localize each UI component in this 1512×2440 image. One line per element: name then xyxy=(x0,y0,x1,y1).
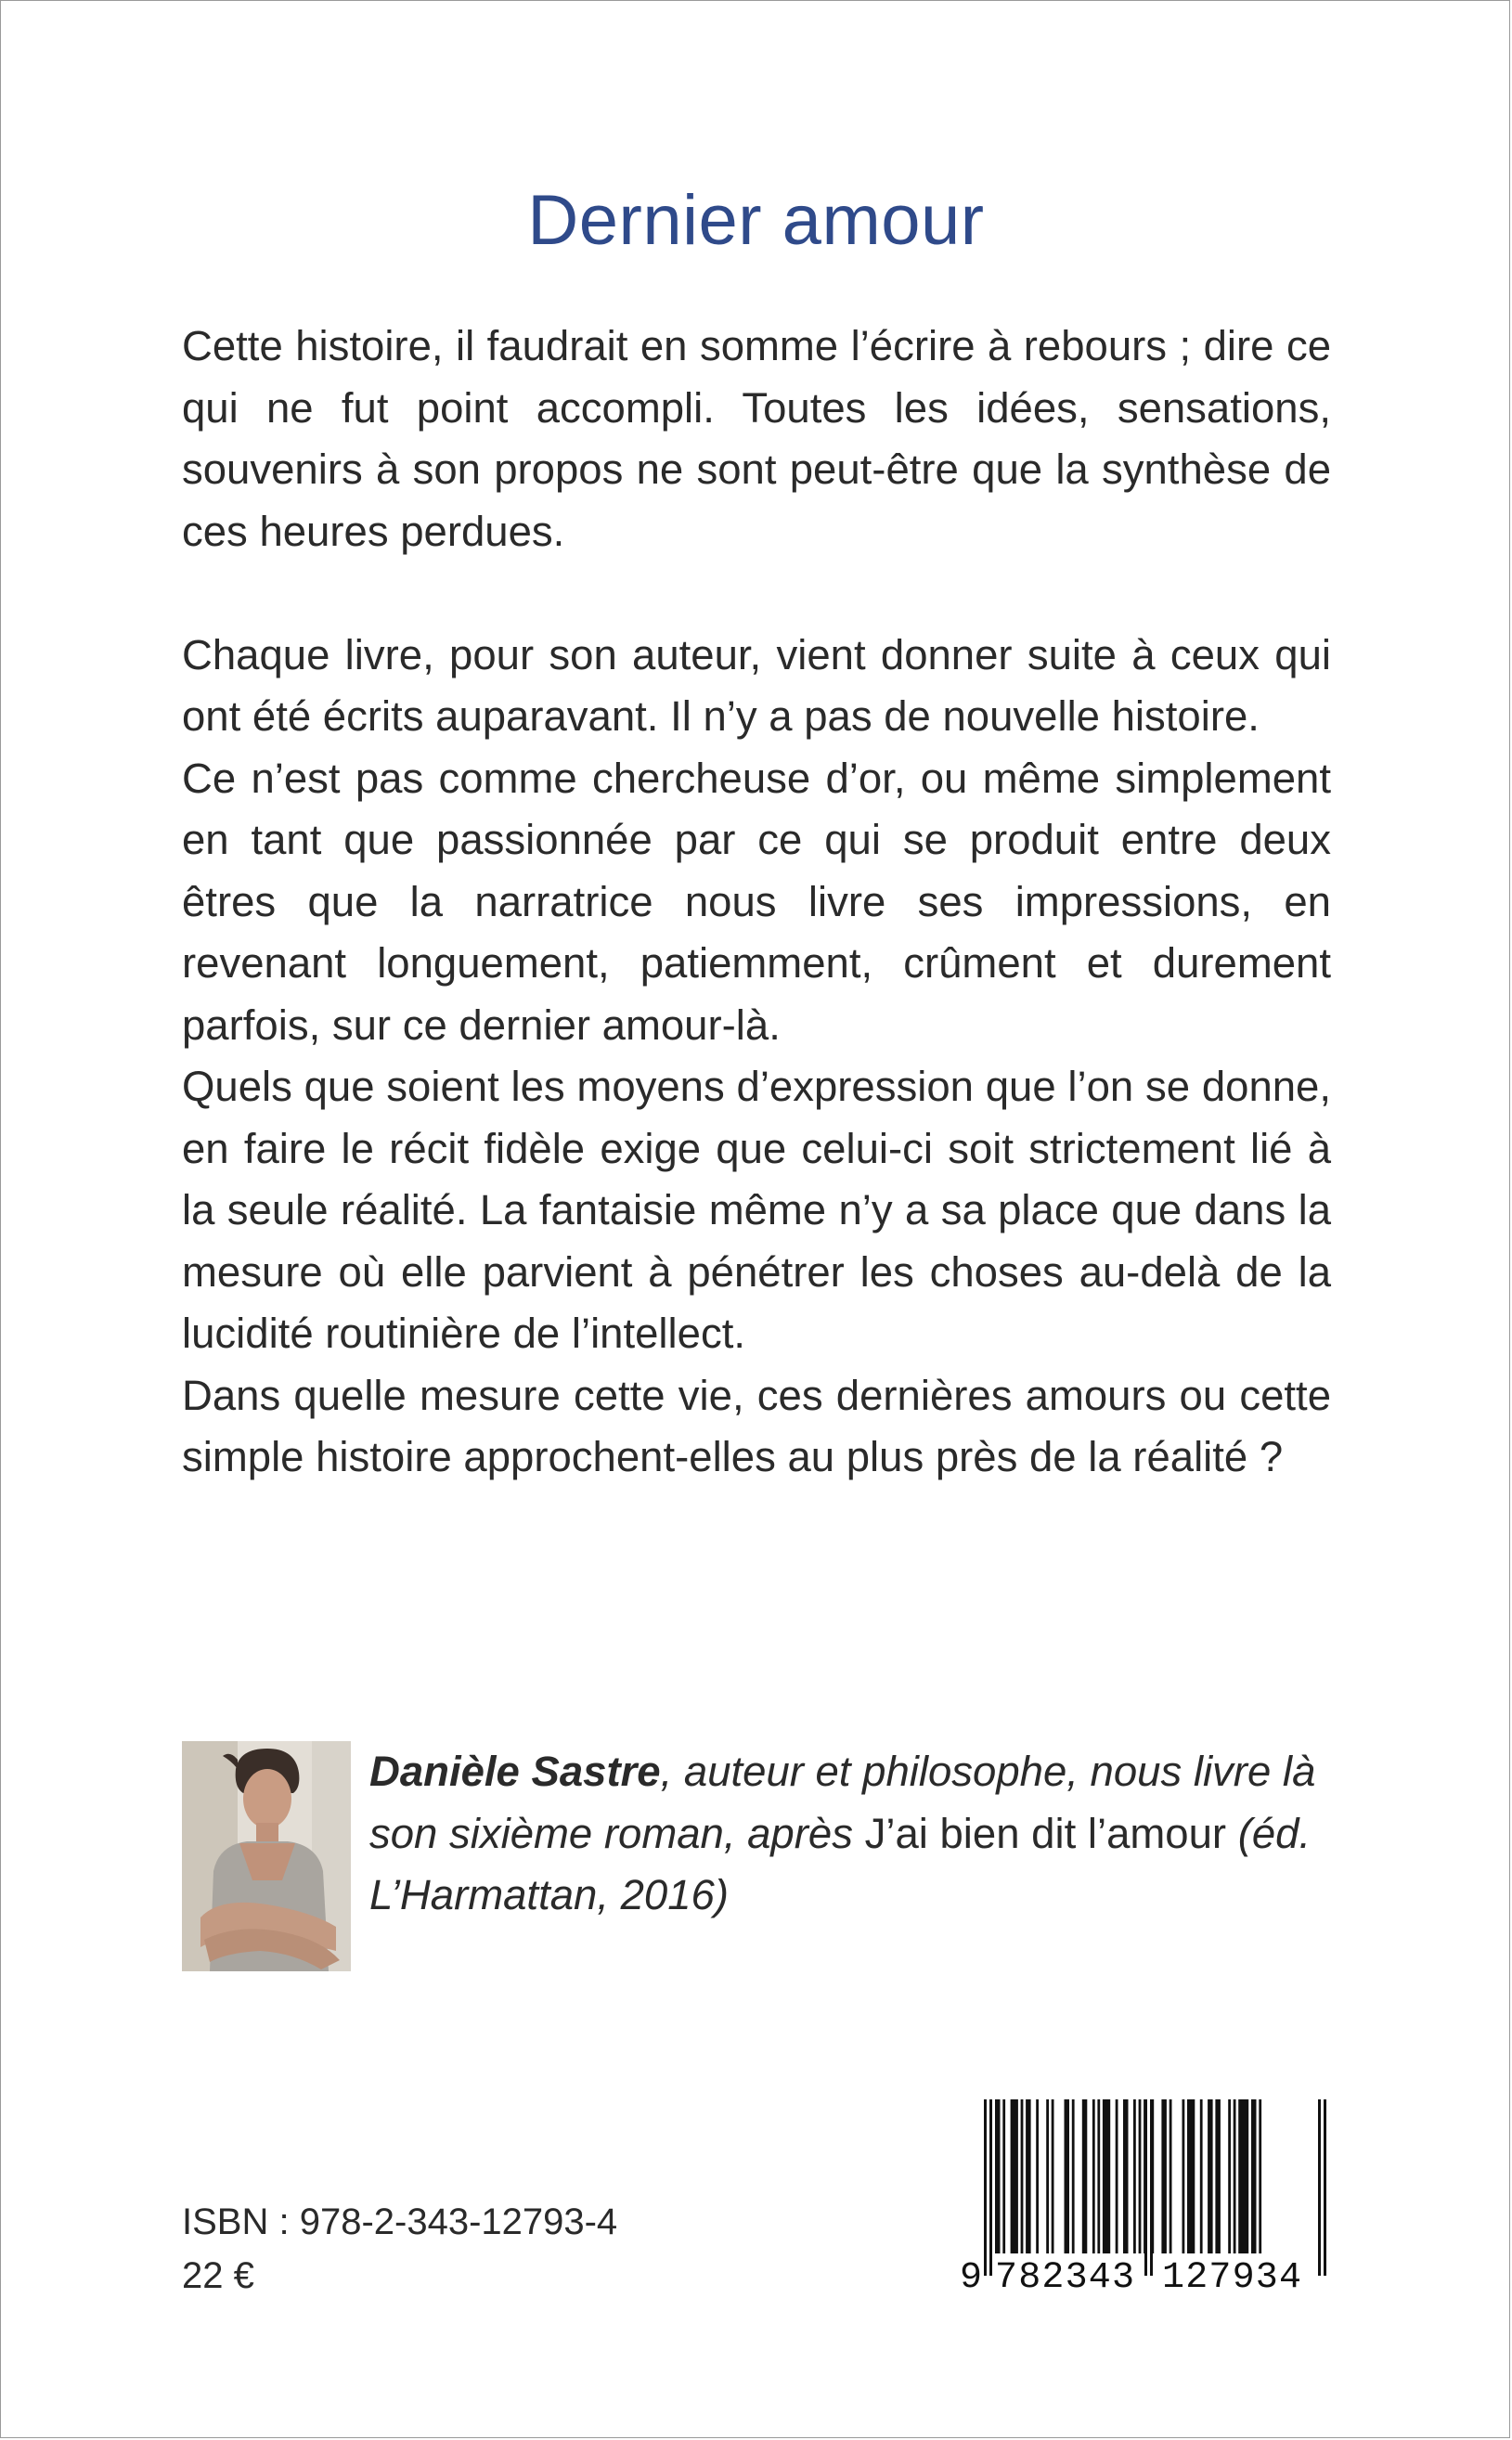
barcode-digits-right: 127934 xyxy=(1162,2257,1301,2298)
blurb-paragraph-1: Cette histoire, il faudrait en somme l’écrire à rebours ; dire ce qui ne fut point accompli. Toutes les idées, sensations, souvenirs à son propos ne sont peut-être que la synthèse de ces heures perdues. xyxy=(182,322,1331,555)
barcode-bar xyxy=(1097,2099,1100,2253)
barcode-bar xyxy=(1200,2099,1203,2253)
barcode-bar xyxy=(1182,2099,1185,2253)
barcode-guard-bar xyxy=(1144,2099,1147,2276)
barcode-guard-bar xyxy=(1150,2099,1153,2276)
blurb-paragraph-3: Ce n’est pas comme chercheuse d’or, ou même simplement en tant que passionnée par ce qui se produit entre deux êtres que la narratrice nous livre ses impressions, en revenant longuement, patiemment, crûment et durement parfois, sur ce dernier amour-là. xyxy=(182,754,1331,1049)
previous-book-title: J’ai bien dit l’amour xyxy=(864,1809,1227,1857)
barcode-bar xyxy=(1161,2099,1167,2253)
author-name: Danièle Sastre xyxy=(369,1748,661,1795)
barcode-bar xyxy=(1123,2099,1129,2253)
barcode-bar xyxy=(1238,2099,1248,2253)
author-bio xyxy=(369,1741,1335,1927)
barcode-guard-bar xyxy=(989,2099,992,2276)
barcode-bar xyxy=(995,2099,1001,2253)
barcode-bar xyxy=(1187,2099,1195,2253)
barcode-bar xyxy=(1139,2099,1142,2253)
isbn: ISBN : 978-2-343-12793-4 xyxy=(182,2201,618,2242)
barcode-digit-first: 9 xyxy=(960,2257,983,2298)
barcode-bar xyxy=(1228,2099,1231,2253)
price: 22 € xyxy=(182,2255,254,2296)
barcode-bar xyxy=(1170,2099,1172,2253)
barcode-bar xyxy=(1065,2099,1070,2253)
barcode-digits-left: 782343 xyxy=(995,2257,1134,2298)
book-title: Dernier amour xyxy=(527,181,985,260)
barcode-bar xyxy=(1208,2099,1213,2253)
barcode-bar xyxy=(1234,2099,1236,2253)
blurb-paragraph-2: Chaque livre, pour son auteur, vient donner suite à ceux qui ont été écrits auparavant. Il n’y a pas de nouvelle histoire. xyxy=(182,630,1331,740)
barcode-bar xyxy=(1052,2099,1054,2253)
barcode-bar xyxy=(1026,2099,1031,2253)
author-photo xyxy=(182,1741,351,1971)
barcode-bar xyxy=(1092,2099,1095,2253)
barcode-guard-bar xyxy=(1324,2099,1326,2276)
barcode-guard-bar xyxy=(1318,2099,1321,2276)
barcode-bar xyxy=(1116,2099,1118,2253)
barcode-bar xyxy=(1046,2099,1049,2253)
barcode-bar xyxy=(1133,2099,1136,2253)
barcode-bar xyxy=(1259,2099,1261,2253)
barcode-bar xyxy=(1002,2099,1005,2253)
blurb-paragraph-4: Quels que soient les moyens d’expression que l’on se donne, en faire le récit fidèle exige que celui-ci soit strictement lié à la seule réalité. La fantaisie même n’y a sa place que dans la mesure où elle parvient à pénétrer les choses au-delà de la lucidité routinière de l’intellect. xyxy=(182,1063,1331,1357)
barcode-guard-bar xyxy=(984,2099,987,2276)
blurb-text xyxy=(182,316,1331,1489)
author-bio-part-1: , auteur et philosophe, nous livre là son sixième roman, après xyxy=(369,1748,1316,1857)
barcode-bar xyxy=(1215,2099,1221,2253)
barcode-bar xyxy=(1011,2099,1018,2253)
blurb-paragraph-5: Dans quelle mesure cette vie, ces dernières amours ou cette simple histoire approchent-elles au plus près de la réalité ? xyxy=(182,1371,1331,1480)
barcode xyxy=(956,2096,1346,2298)
barcode-bar xyxy=(1251,2099,1257,2253)
barcode-bar xyxy=(1103,2099,1110,2253)
barcode-bar xyxy=(1036,2099,1039,2253)
barcode-bar xyxy=(1082,2099,1088,2253)
barcode-bar xyxy=(1072,2099,1075,2253)
barcode-bar xyxy=(1021,2099,1024,2253)
author-bio-part-2: (éd. L’Harmattan, 2016) xyxy=(369,1809,1312,1918)
